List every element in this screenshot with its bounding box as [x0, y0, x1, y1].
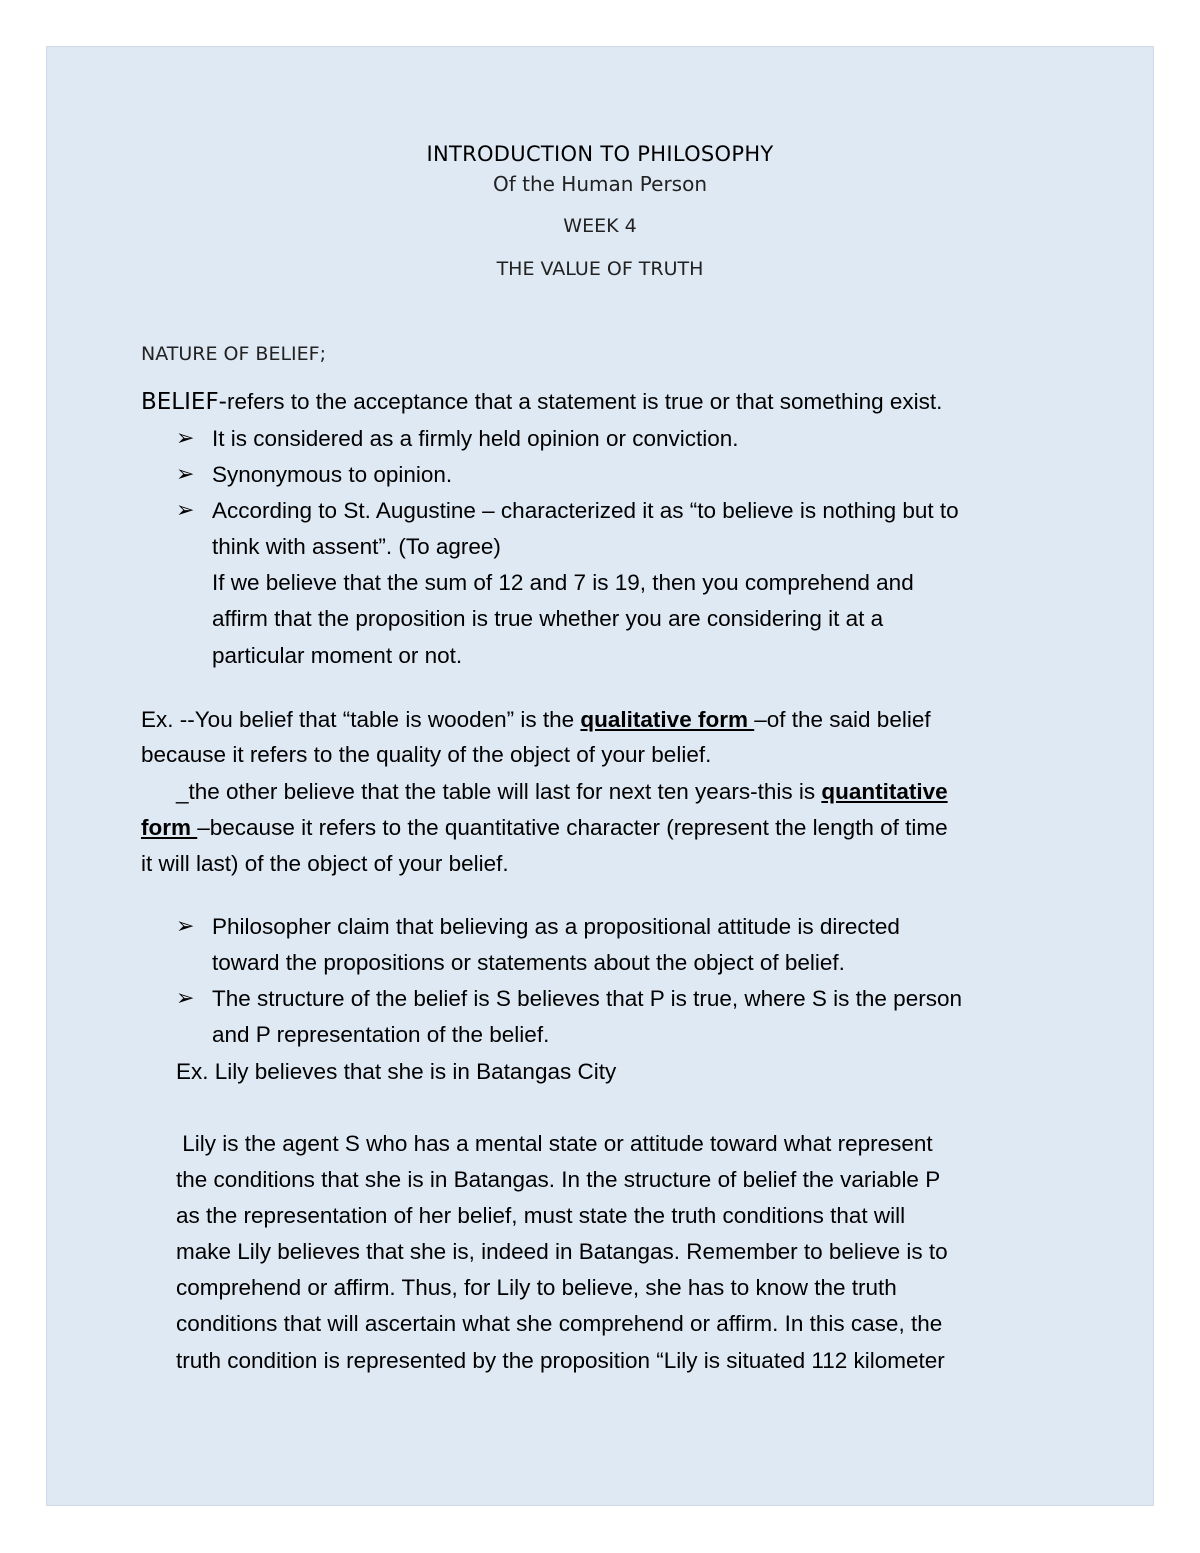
belief-definition-text: refers to the acceptance that a statement is true or that something exist. — [226, 389, 943, 414]
bullet-line: Philosopher claim that believing as a propositional attitude is directed — [212, 914, 900, 939]
arrowhead-bullet-icon: ➢ — [176, 914, 195, 939]
paragraph-line: make Lily believes that she is, indeed in Batangas. Remember to believe is to — [176, 1239, 948, 1264]
section-heading: NATURE OF BELIEF; — [141, 343, 326, 365]
arrowhead-bullet-icon: ➢ — [176, 498, 195, 523]
qualitative-form-term: qualitative form — [580, 707, 755, 732]
document-subtitle: Of the Human Person — [492, 172, 707, 196]
bullet-line: particular moment or not. — [212, 643, 463, 668]
example-line — [141, 815, 948, 841]
bullet-line: If we believe that the sum of 12 and 7 is 19, then you comprehend and — [212, 570, 914, 595]
example-line: it will last) of the object of your belief. — [141, 851, 509, 876]
paragraph-line: truth condition is represented by the proposition “Lily is situated 112 kilometer — [176, 1348, 945, 1373]
example-line — [176, 779, 948, 805]
paragraph-line: the conditions that she is in Batangas. In the structure of belief the variable P — [176, 1167, 941, 1192]
paragraph-line: Lily is the agent S who has a mental state or attitude toward what represent — [176, 1131, 933, 1156]
bullet-line: think with assent”. (To agree) — [212, 534, 501, 559]
arrowhead-bullet-icon: ➢ — [176, 986, 195, 1011]
bullet-line: toward the propositions or statements about the object of belief. — [212, 950, 845, 975]
bullet-line: According to St. Augustine – characterized it as “to believe is nothing but to — [212, 498, 959, 523]
bullet-line: affirm that the proposition is true whether you are considering it at a — [212, 606, 884, 631]
example-line: because it refers to the quality of the object of your belief. — [141, 742, 712, 767]
week-label: WEEK 4 — [563, 215, 637, 237]
bullet-line: It is considered as a firmly held opinion or conviction. — [212, 426, 739, 451]
bullet-line: The structure of the belief is S believes that P is true, where S is the person — [212, 986, 962, 1011]
example-text: –because it refers to the quantitative character (represent the length of time — [197, 815, 948, 840]
belief-definition — [141, 389, 942, 415]
belief-term: BELIEF- — [141, 389, 227, 415]
topic-heading: THE VALUE OF TRUTH — [496, 258, 704, 280]
example-text: _the other believe that the table will last for next ten years-this is — [176, 779, 822, 804]
document-title: INTRODUCTION TO PHILOSOPHY — [426, 142, 774, 166]
arrowhead-bullet-icon: ➢ — [176, 462, 195, 487]
paragraph-line: comprehend or affirm. Thus, for Lily to believe, she has to know the truth — [176, 1275, 897, 1300]
paragraph-line: as the representation of her belief, must state the truth conditions that will — [176, 1203, 906, 1228]
bullet-line: Synonymous to opinion. — [212, 462, 453, 487]
quantitative-form-term: form — [141, 815, 198, 840]
example-text: Ex. --You belief that “table is wooden” is the — [141, 707, 581, 732]
arrowhead-bullet-icon: ➢ — [176, 426, 195, 451]
example-line — [141, 707, 931, 733]
quantitative-form-term: quantitative — [821, 779, 948, 804]
example-text: –of the said belief — [754, 707, 931, 732]
bullet-line: and P representation of the belief. — [212, 1022, 550, 1047]
example-2: Ex. Lily believes that she is in Batangas City — [176, 1059, 617, 1084]
paragraph-line: conditions that will ascertain what she comprehend or affirm. In this case, the — [176, 1311, 943, 1336]
